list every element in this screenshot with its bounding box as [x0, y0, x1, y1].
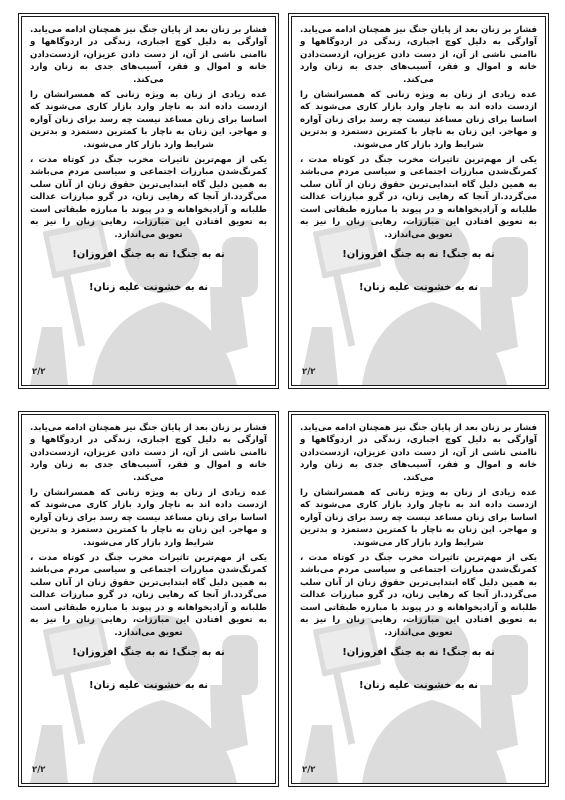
- paragraph-1: فشار بر زنان بعد از پایان جنگ نیز همچنان ادامه می‌یابد. آوارگی به دلیل کوچ اجباری، زندگی در اردوگاهها و ناامنی ناشی از آن، از دست دادن عزیزان، ازدست‌دادن خانه و اموال و فقر، آسیب‌های جدی به زنان وارد می‌کند.: [30, 423, 267, 483]
- slogan-no-violence: نه به خشونت علیه زنان!: [89, 281, 208, 293]
- slogan-no-violence: نه به خشونت علیه زنان!: [89, 679, 208, 691]
- slogan-no-war: نه به جنگ! نه به جنگ افروزان!: [72, 646, 225, 658]
- paragraph-3: یکی از مهم‌ترین تاثیرات مخرب جنگ در کوتاه مدت ، کمرنگ‌شدن مبارزات اجتماعی و سیاسی مردم می‌باشد به همین دلیل گاه ابتدایی‌ترین حقوق زنان از آنان سلب می‌گردد.از آنجا که رهایی زنان، در گرو مبارزات عدالت طلبانه و آزادیخواهانه و در پیوند با مبارزه طبقاتی است به تعویق افتادن این مبارزات، رهایی زنان را نیز به تعویق می‌اندازد.: [300, 155, 537, 240]
- slogan-no-war: نه به جنگ! نه به جنگ افروزان!: [342, 248, 495, 260]
- paragraph-2: عده زیادی از زنان به ویژه زنانی که همسرانشان را ازدست داده اند به ناچار وارد بازار کاری می‌شوند که اساسا برای زنان مساعد نیست چه رسد برای زنان آواره و مهاجر. این زنان به ناچار با کمترین دستمزد و بدترین شرایط وارد بازار کار می‌شوند.: [30, 488, 267, 548]
- paragraph-2: عده زیادی از زنان به ویژه زنانی که همسرانشان را ازدست داده اند به ناچار وارد بازار کاری می‌شوند که اساسا برای زنان مساعد نیست چه رسد برای زنان آواره و مهاجر. این زنان به ناچار با کمترین دستمزد و بدترین شرایط وارد بازار کار می‌شوند.: [300, 488, 537, 548]
- page-number: ۲/۲: [32, 765, 46, 775]
- slogan-no-violence: نه به خشونت علیه زنان!: [359, 679, 478, 691]
- leaflet-card: [291, 414, 546, 784]
- slogan-no-war: نه به جنگ! نه به جنگ افروزان!: [72, 248, 225, 260]
- leaflet-card: [21, 414, 276, 784]
- paragraph-3: یکی از مهم‌ترین تاثیرات مخرب جنگ در کوتاه مدت ، کمرنگ‌شدن مبارزات اجتماعی و سیاسی مردم می‌باشد به همین دلیل گاه ابتدایی‌ترین حقوق زنان از آنان سلب می‌گردد.از آنجا که رهایی زنان، در گرو مبارزات عدالت طلبانه و آزادیخواهانه و در پیوند با مبارزه طبقاتی است به تعویق افتادن این مبارزات، رهایی زنان را نیز به تعویق می‌اندازد.: [300, 553, 537, 638]
- paragraph-3: یکی از مهم‌ترین تاثیرات مخرب جنگ در کوتاه مدت ، کمرنگ‌شدن مبارزات اجتماعی و سیاسی مردم می‌باشد به همین دلیل گاه ابتدایی‌ترین حقوق زنان از آنان سلب می‌گردد.از آنجا که رهایی زنان، در گرو مبارزات عدالت طلبانه و آزادیخواهانه و در پیوند با مبارزه طبقاتی است به تعویق افتادن این مبارزات، رهایی زنان را نیز به تعویق می‌اندازد.: [30, 155, 267, 240]
- paragraph-1: فشار بر زنان بعد از پایان جنگ نیز همچنان ادامه می‌یابد. آوارگی به دلیل کوچ اجباری، زندگی در اردوگاهها و ناامنی ناشی از آن، از دست دادن عزیزان، ازدست‌دادن خانه و اموال و فقر، آسیب‌های جدی به زنان وارد می‌کند.: [300, 423, 537, 483]
- page-number: ۲/۲: [32, 367, 46, 377]
- paragraph-2: عده زیادی از زنان به ویژه زنانی که همسرانشان را ازدست داده اند به ناچار وارد بازار کاری می‌شوند که اساسا برای زنان مساعد نیست چه رسد برای زنان آواره و مهاجر. این زنان به ناچار با کمترین دستمزد و بدترین شرایط وارد بازار کار می‌شوند.: [300, 90, 537, 150]
- slogan-no-war: نه به جنگ! نه به جنگ افروزان!: [342, 646, 495, 658]
- page-number: ۲/۲: [302, 367, 316, 377]
- paragraph-1: فشار بر زنان بعد از پایان جنگ نیز همچنان ادامه می‌یابد. آوارگی به دلیل کوچ اجباری، زندگی در اردوگاهها و ناامنی ناشی از آن، از دست دادن عزیزان، ازدست‌دادن خانه و اموال و فقر، آسیب‌های جدی به زنان وارد می‌کند.: [30, 25, 267, 85]
- paragraph-1: فشار بر زنان بعد از پایان جنگ نیز همچنان ادامه می‌یابد. آوارگی به دلیل کوچ اجباری، زندگی در اردوگاهها و ناامنی ناشی از آن، از دست دادن عزیزان، ازدست‌دادن خانه و اموال و فقر، آسیب‌های جدی به زنان وارد می‌کند.: [300, 25, 537, 85]
- slogan-no-violence: نه به خشونت علیه زنان!: [359, 281, 478, 293]
- paragraph-3: یکی از مهم‌ترین تاثیرات مخرب جنگ در کوتاه مدت ، کمرنگ‌شدن مبارزات اجتماعی و سیاسی مردم می‌باشد به همین دلیل گاه ابتدایی‌ترین حقوق زنان از آنان سلب می‌گردد.از آنجا که رهایی زنان، در گرو مبارزات عدالت طلبانه و آزادیخواهانه و در پیوند با مبارزه طبقاتی است به تعویق افتادن این مبارزات، رهایی زنان را نیز به تعویق می‌اندازد.: [30, 553, 267, 638]
- paragraph-2: عده زیادی از زنان به ویژه زنانی که همسرانشان را ازدست داده اند به ناچار وارد بازار کاری می‌شوند که اساسا برای زنان مساعد نیست چه رسد برای زنان آواره و مهاجر. این زنان به ناچار با کمترین دستمزد و بدترین شرایط وارد بازار کار می‌شوند.: [30, 90, 267, 150]
- page-number: ۲/۲: [302, 765, 316, 775]
- leaflet-card: [291, 16, 546, 386]
- leaflet-card: [21, 16, 276, 386]
